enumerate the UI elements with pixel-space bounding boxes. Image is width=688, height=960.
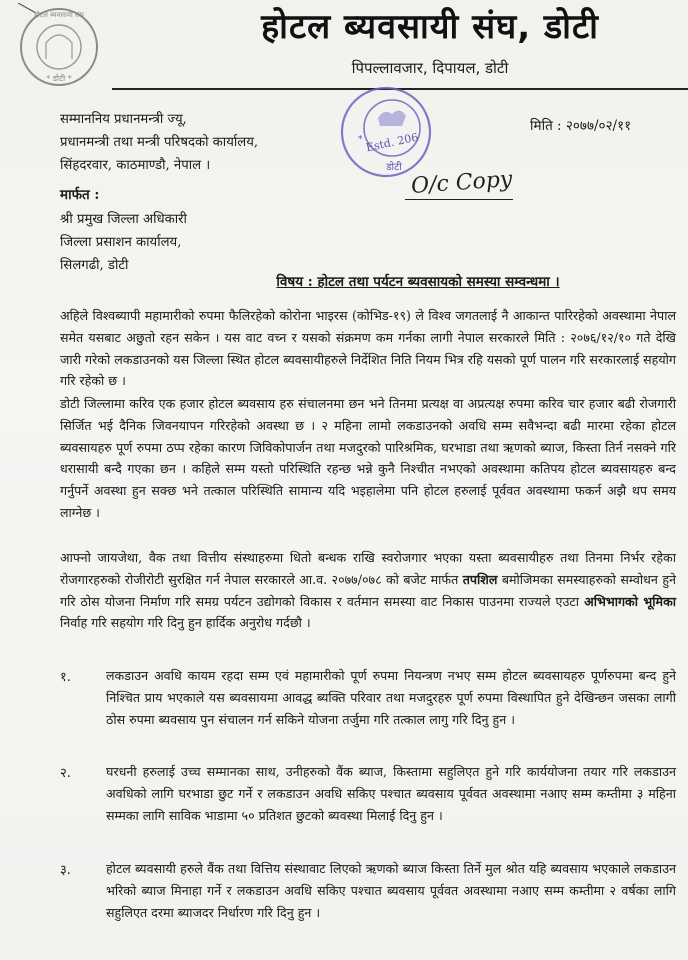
recipient-line: सिंहदरवार, काठमाण्डौ, नेपाल ।: [60, 158, 211, 173]
svg-text:*: *: [358, 135, 363, 145]
list-item: होटल ब्यवसायी हरुले वैंक तथा वित्तिय संस्थावाट लिएको ऋणको ब्याज किस्ता तिर्ने मुल श्रोत यहि ब्यवसाय भएकाले लकडाउन भरिको ब्याज मिनाहा गर्ने र लकडाउन अवधि सकिए पश्चात ब्यवसाय पूर्ववत अवस्थामा नआए सम्म कम्तीमा २ वर्षका लागि सहुलिएत दरमा ब्याजदर निर्धारण गरि दिनु हुन ।: [106, 861, 676, 920]
svg-text:डोटी: डोटी: [386, 162, 402, 173]
organization-seal-left: [18, 3, 100, 89]
list-number: १.: [60, 670, 71, 685]
subject-line: [0, 272, 688, 290]
via-line: श्री प्रमुख जिल्ला अधिकारी: [60, 212, 187, 227]
subject-text: विषय : होटल तथा पर्यटन ब्यवसायको समस्या सम्वन्धमा ।: [276, 274, 560, 290]
recipient-line: सम्माननिय प्रधानमन्त्री ज्यू,: [60, 112, 187, 127]
via-line: सिलगढी, डोटी: [60, 258, 129, 273]
paragraph-1: अहिले विश्वब्यापी महामारीको रुपमा फैलिरहेको कोरोना भाइरस (कोभिड-१९) ले विश्व जगतलाई नै आकान्त पारिरहेको अवस्थामा नेपाल समेत यसबाट अछुतो रहन सकेन । यस वाट वच्न र यसको संक्रमण कम गर्नका लागी नेपाल सरकारले मिति : २०७६/१२/१० गते देखि जारी गरेको लकडाउनको यस जिल्ला स्थित होटल ब्यवसायीहरुले निर्देशित निति नियम भित्र रहि यसको पूर्ण पालन गरि सरकारलाई सहयोग गरि रहेको छ ।: [60, 308, 676, 389]
list-item: लकडाउन अवधि कायम रहदा सम्म एवं महामारीको पूर्ण रुपमा नियन्त्रण नभए सम्म होटल ब्यवसायहरु पूर्णरुपमा बन्द हुने निश्चित प्राय भएकाले यस ब्यवसायमा आवद्ध ब्यक्ति परिवार तथा मजदुरहरु पूर्ण रुपमा विस्थापित हुने देखिन्छन जसका लागी ठोस रुपमा ब्यवसाय पुन संचालन गर्न सकिने योजना तर्जुमा गरि तत्काल लागु गरि दिनु हुन ।: [106, 668, 676, 727]
svg-text:Estd. 206: Estd. 206: [364, 130, 420, 155]
via-label: मार्फत :: [60, 187, 100, 203]
letter-date: मिति : २०७७/०२/११: [530, 118, 632, 134]
paragraph-3: [60, 547, 676, 634]
handwritten-note-text: O/c Copy: [410, 166, 514, 199]
via-line: जिल्ला प्रसाशन कार्यालय,: [60, 235, 182, 250]
paragraph-3-text: बमोजिमका समस्याहरुको सम्वोधन हुने गरि ठोस योजना निर्माण गरि समग्र पर्यटन उद्योगको विकास र वर्तमान समस्या वाट निकास पाउनमा राज्यले एउटा: [60, 571, 676, 609]
paragraph-2: डोटी जिल्लामा करिव एक हजार होटल ब्यवसाय हरु संचालनमा छन भने तिनमा प्रत्यक्ष वा अप्रत्यक्ष रुपमा करिव चार हजार बढी रोजगारी सिर्जित भई दैनिक जिवनयापन गरिरहेको अवस्था छ । २ महिना लामो लकडाउनको अवधि सम्म सवैभन्दा बढी मारमा रहेका होटल ब्यवसायहरु पूर्ण रुपमा ठप्प रहेका कारण जिविकोपार्जन तथा मजदुरको पारिश्रमिक, घरभाडा तथा ऋणको ब्याज, किस्ता तिर्न नसक्ने गरि धरासायी बन्दै गएका छन । कहिले सम्म यस्तो परिस्थिति रहन्छ भन्ने कुनै निश्चीत नभएको अवस्थामा कतिपय होटल ब्यवसायहरु बन्द गर्नुपर्ने अवस्था हुन सक्छ भने तत्काल परिस्थिति सामान्य यदि भइहालेमा पनि होटल हरुलाई पूर्ववत अवस्थामा फकर्न अझै थप समय लाग्नेछ ।: [60, 396, 676, 520]
svg-text:* डोटी *: * डोटी *: [46, 74, 72, 83]
paragraph-3-bold: अभिभागको भूमिका: [584, 593, 677, 609]
recipient-line: प्रधानमन्त्री तथा मन्त्री परिषदको कार्यालय,: [60, 135, 259, 150]
paragraph-3-text: आफ्नो जायजेथा, वैक तथा वित्तीय संस्थाहरुमा धितो बन्धक राखि स्वरोजगार भएका यस्ता ब्यवसायीहरु तथा तिनमा निर्भर रहेका रोजगारहरुको रोजीरोटी सुरक्षित गर्न नेपाल सरकारले आ.व. २०७७/०७८ को बजेट मार्फत: [60, 550, 676, 587]
list-item: घरधनी हरुलाई उच्च सम्मानका साथ, उनीहरुको वैंक ब्याज, किस्तामा सहुलिएत हुने गरि कार्ययोजना तयार गरि लकडाउन अवधिको लागि घरभाडा छुट गर्ने र लकडाउन अवधि सकिए पश्चात ब्यवसाय पूर्ववत अवस्थामा नआए सम्म कम्तीमा ३ महिना सम्मका लागि साविक भाडामा ५० प्रतिशत छुटको ब्यवस्था मिलाई दिनु हुन ।: [106, 764, 676, 823]
handwritten-note: [405, 166, 525, 220]
paragraph-3-bold: तपशिल: [462, 571, 498, 587]
svg-text:होटल ब्यवसायी संघ: होटल ब्यवसायी संघ: [34, 11, 84, 19]
organization-address: पिपल्लावजार, दिपायल, डोटी: [351, 59, 509, 77]
handwritten-underline: [405, 199, 513, 200]
via-address: [60, 208, 187, 277]
organization-stamp: [338, 84, 434, 180]
list-number: २.: [60, 766, 71, 781]
recipient-address: [60, 108, 258, 177]
list-number: ३.: [60, 863, 71, 878]
paragraph-3-text: निर्वाह गरि सहयोग गरि दिनु हुन हार्दिक अनुरोध गर्दछौ ।: [60, 615, 311, 631]
organization-name: होटल ब्यवसायी संघ, डोटी: [261, 7, 599, 47]
